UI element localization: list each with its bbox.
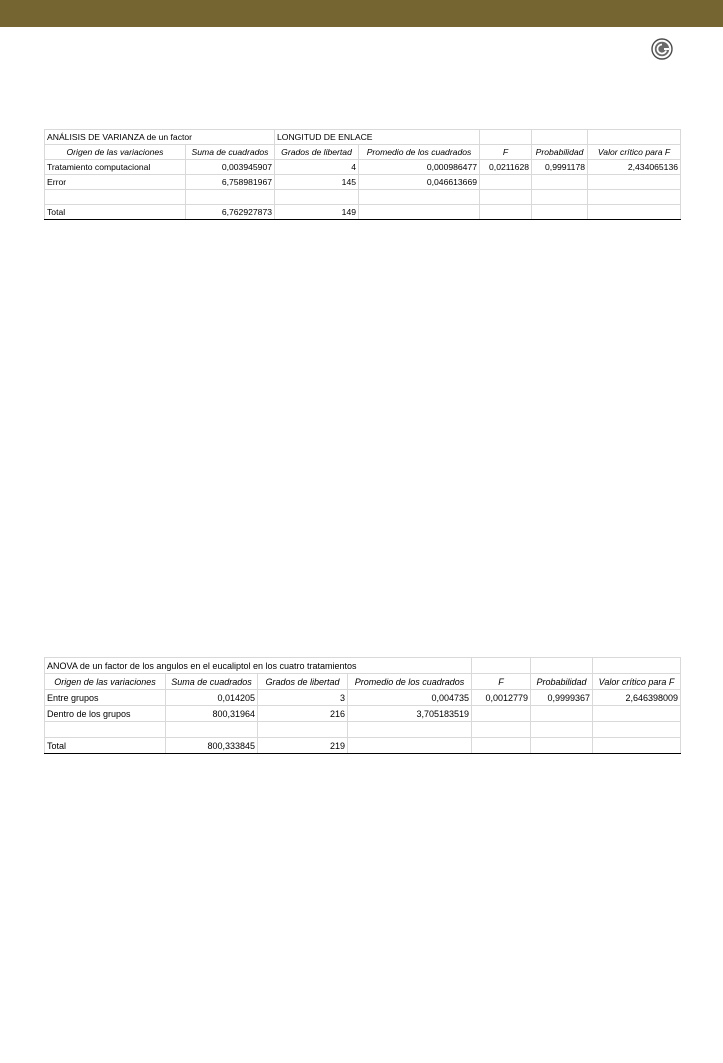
table-cell: 149 (275, 205, 359, 220)
table-cell: 145 (275, 175, 359, 190)
column-header: Grados de libertad (275, 145, 359, 160)
table-cell: 0,004735 (348, 690, 472, 706)
university-seal-icon (651, 38, 673, 60)
table-cell (472, 722, 531, 738)
table-cell (593, 722, 681, 738)
table-cell: 0,046613669 (359, 175, 480, 190)
table-cell: 0,000986477 (359, 160, 480, 175)
table-cell (45, 190, 186, 205)
column-header: Promedio de los cuadrados (348, 674, 472, 690)
column-header: Grados de libertad (258, 674, 348, 690)
column-header: Valor crítico para F (588, 145, 681, 160)
table-cell (480, 175, 532, 190)
table-cell (531, 706, 593, 722)
column-header: Origen de las variaciones (45, 145, 186, 160)
table-cell (45, 722, 166, 738)
table-cell (588, 175, 681, 190)
table-cell: 0,0012779 (472, 690, 531, 706)
table-header-row (45, 674, 681, 690)
table-row-total (45, 205, 681, 220)
table-cell (275, 190, 359, 205)
table-cell: Entre grupos (45, 690, 166, 706)
header-band (0, 0, 723, 27)
table-cell: Tratamiento computacional (45, 160, 186, 175)
table-cell: 0,014205 (166, 690, 258, 706)
table-cell (531, 738, 593, 754)
table-cell: 6,758981967 (186, 175, 275, 190)
table-row-total (45, 738, 681, 754)
table-cell: 800,333845 (166, 738, 258, 754)
table-row (45, 175, 681, 190)
table-cell (588, 205, 681, 220)
table-cell (593, 738, 681, 754)
table-cell: 0,9999367 (531, 690, 593, 706)
table-cell (531, 722, 593, 738)
table-cell (348, 722, 472, 738)
column-header: Valor crítico para F (593, 674, 681, 690)
table-cell: 6,762927873 (186, 205, 275, 220)
table-row (45, 190, 681, 205)
table-cell: 2,646398009 (593, 690, 681, 706)
table-row (45, 722, 681, 738)
table-cell: 219 (258, 738, 348, 754)
column-header: Origen de las variaciones (45, 674, 166, 690)
table-cell (472, 706, 531, 722)
table-cell: Dentro de los grupos (45, 706, 166, 722)
table-header-row (45, 145, 681, 160)
table-cell (480, 190, 532, 205)
table-cell (593, 706, 681, 722)
anova-table-bond-length (44, 129, 681, 220)
table-cell (359, 190, 480, 205)
table-cell: 0,003945907 (186, 160, 275, 175)
table-cell: 216 (258, 706, 348, 722)
table-cell (532, 175, 588, 190)
table-cell (588, 190, 681, 205)
table-cell (532, 190, 588, 205)
table-cell (472, 738, 531, 754)
table-cell: 4 (275, 160, 359, 175)
table-cell: 3 (258, 690, 348, 706)
table-cell (480, 205, 532, 220)
table-title: ANOVA de un factor de los angulos en el eucaliptol en los cuatro tratamientos (45, 658, 472, 674)
table-cell: 800,31964 (166, 706, 258, 722)
table-cell (186, 190, 275, 205)
table-cell: Total (45, 205, 186, 220)
anova-table-eucalyptol-angles (44, 657, 681, 754)
table-title-row (45, 658, 681, 674)
table-row (45, 706, 681, 722)
column-header: Suma de cuadrados (166, 674, 258, 690)
table-row (45, 160, 681, 175)
column-header: Probabilidad (532, 145, 588, 160)
table-cell: Error (45, 175, 186, 190)
table-subtitle: LONGITUD DE ENLACE (275, 130, 480, 145)
column-header: Probabilidad (531, 674, 593, 690)
column-header: Promedio de los cuadrados (359, 145, 480, 160)
table-cell (258, 722, 348, 738)
table-cell: 2,434065136 (588, 160, 681, 175)
table-cell (166, 722, 258, 738)
table-title-row (45, 130, 681, 145)
table-cell (532, 205, 588, 220)
table-cell (348, 738, 472, 754)
column-header: F (472, 674, 531, 690)
table-row (45, 690, 681, 706)
table-title: ANÁLISIS DE VARIANZA de un factor (45, 130, 275, 145)
table-cell: Total (45, 738, 166, 754)
table-cell: 0,0211628 (480, 160, 532, 175)
column-header: F (480, 145, 532, 160)
table-cell: 0,9991178 (532, 160, 588, 175)
table-cell (359, 205, 480, 220)
column-header: Suma de cuadrados (186, 145, 275, 160)
table-cell: 3,705183519 (348, 706, 472, 722)
